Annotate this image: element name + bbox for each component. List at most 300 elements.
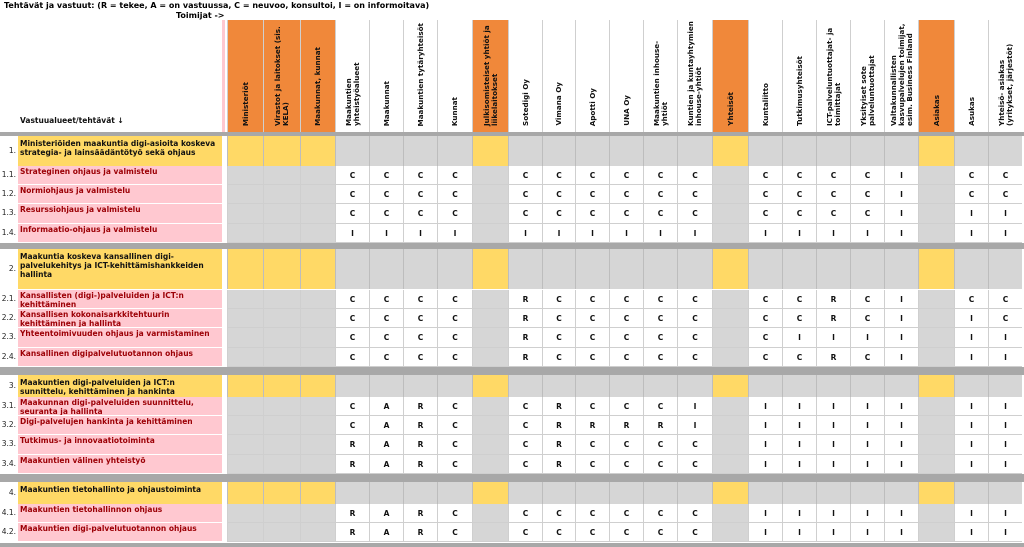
raci-cell: C — [748, 328, 782, 347]
raci-cell — [918, 523, 954, 542]
section-band-cell — [335, 375, 369, 397]
section-band-cell — [816, 249, 850, 289]
raci-cell — [712, 348, 748, 367]
raci-cell: C — [335, 290, 369, 309]
raci-cell: C — [782, 290, 816, 309]
raci-cell — [472, 328, 508, 347]
column-header-label: Tutkimusyhteisöt — [794, 55, 804, 126]
section-band-cell — [575, 136, 609, 166]
raci-cell: C — [748, 348, 782, 367]
raci-cell: C — [988, 290, 1022, 309]
task-label: Kansallinen digipalvelutuotannon ohjaus — [18, 348, 222, 367]
section-band-cell — [954, 249, 988, 289]
raci-cell — [472, 348, 508, 367]
raci-cell: I — [954, 523, 988, 542]
raci-cell: I — [782, 455, 816, 474]
raci-cell: I — [816, 455, 850, 474]
raci-cell: C — [437, 504, 472, 523]
raci-cell: C — [437, 185, 472, 204]
raci-cell: I — [782, 523, 816, 542]
column-header — [748, 20, 782, 132]
raci-cell — [300, 224, 335, 243]
raci-cell — [712, 416, 748, 435]
raci-cell — [472, 397, 508, 416]
raci-cell: C — [403, 166, 437, 185]
section-band-cell — [609, 249, 643, 289]
raci-cell: C — [954, 185, 988, 204]
column-header — [335, 20, 369, 132]
column-header-label: ICT-palveluntuottajat- ja toimittajat — [824, 27, 842, 126]
raci-cell — [300, 416, 335, 435]
raci-cell — [227, 204, 263, 223]
section-band-cell — [677, 136, 712, 166]
raci-cell: I — [403, 224, 437, 243]
section-band-cell — [918, 375, 954, 397]
task-number: 1.4. — [1, 227, 16, 237]
raci-cell — [712, 397, 748, 416]
raci-cell: C — [609, 348, 643, 367]
section-band-cell — [575, 375, 609, 397]
task-label: Tutkimus- ja innovaatiotoiminta — [18, 435, 222, 454]
raci-cell: C — [369, 290, 403, 309]
raci-cell: C — [403, 348, 437, 367]
raci-cell: R — [403, 523, 437, 542]
raci-cell: A — [369, 455, 403, 474]
raci-cell — [918, 328, 954, 347]
raci-cell: C — [335, 166, 369, 185]
raci-cell: I — [748, 523, 782, 542]
raci-cell: C — [542, 204, 575, 223]
raci-cell — [472, 416, 508, 435]
raci-cell — [300, 504, 335, 523]
task-label: Maakuntien tietohallinnon ohjaus — [18, 504, 222, 523]
raci-cell — [712, 290, 748, 309]
raci-cell: C — [609, 166, 643, 185]
raci-cell — [300, 523, 335, 542]
raci-cell: I — [782, 328, 816, 347]
task-label: Normiohjaus ja valmistelu — [18, 185, 222, 204]
column-header — [850, 20, 884, 132]
raci-cell: C — [609, 397, 643, 416]
column-header-label: Yhteisöt — [725, 92, 735, 126]
section-band-cell — [300, 249, 335, 289]
raci-cell: C — [508, 185, 542, 204]
raci-cell: I — [369, 224, 403, 243]
raci-cell: C — [816, 204, 850, 223]
raci-cell: I — [816, 397, 850, 416]
section-band-cell — [918, 249, 954, 289]
column-header — [884, 20, 918, 132]
raci-cell — [472, 166, 508, 185]
raci-cell — [300, 455, 335, 474]
column-header-label: Ministeriöt — [240, 81, 250, 126]
raci-cell: C — [748, 309, 782, 328]
raci-cell: I — [850, 224, 884, 243]
raci-cell: C — [508, 504, 542, 523]
raci-cell — [227, 224, 263, 243]
raci-cell — [300, 435, 335, 454]
raci-cell: C — [782, 309, 816, 328]
raci-cell — [227, 397, 263, 416]
raci-cell: I — [677, 224, 712, 243]
raci-cell: R — [816, 348, 850, 367]
section-band-cell — [954, 375, 988, 397]
raci-cell — [918, 416, 954, 435]
raci-cell: C — [369, 348, 403, 367]
raci-cell: C — [335, 397, 369, 416]
raci-cell: C — [677, 523, 712, 542]
raci-cell: I — [816, 523, 850, 542]
column-header-label: Kuntaliitto — [760, 82, 770, 126]
raci-cell: C — [677, 328, 712, 347]
raci-cell: I — [850, 435, 884, 454]
raci-cell: C — [508, 204, 542, 223]
raci-cell: C — [609, 435, 643, 454]
raci-cell: I — [782, 397, 816, 416]
column-header-label: Valtakunnallisten kasvupalvelujen toimijat, esim. Business Finland — [888, 23, 914, 126]
raci-cell: C — [609, 185, 643, 204]
raci-cell: I — [954, 504, 988, 523]
raci-cell: C — [677, 204, 712, 223]
raci-cell: R — [335, 455, 369, 474]
section-band-cell — [850, 136, 884, 166]
column-header — [369, 20, 403, 132]
raci-cell: C — [782, 348, 816, 367]
column-header-label: Asiakas — [931, 94, 941, 126]
raci-cell: R — [575, 416, 609, 435]
raci-cell: R — [816, 290, 850, 309]
raci-cell — [918, 309, 954, 328]
section-band-cell — [227, 375, 263, 397]
section-band-cell — [748, 249, 782, 289]
section-band-cell — [677, 249, 712, 289]
raci-cell: C — [609, 523, 643, 542]
column-header-label: UNA Oy — [621, 95, 631, 126]
raci-cell: I — [988, 397, 1022, 416]
raci-cell: I — [748, 504, 782, 523]
raci-cell: C — [335, 348, 369, 367]
raci-cell: I — [988, 348, 1022, 367]
task-label: Maakunnan digi-palveluiden suunnittelu, seuranta ja hallinta — [18, 397, 222, 416]
section-band-cell — [850, 249, 884, 289]
column-header — [472, 20, 508, 132]
raci-cell — [918, 224, 954, 243]
section-band-cell — [954, 482, 988, 504]
raci-cell: C — [437, 397, 472, 416]
section-band-cell — [575, 482, 609, 504]
raci-cell: I — [816, 416, 850, 435]
raci-cell: C — [677, 455, 712, 474]
raci-cell: C — [643, 185, 677, 204]
raci-cell — [300, 309, 335, 328]
section-band-cell — [609, 375, 643, 397]
raci-cell: I — [884, 328, 918, 347]
section-number: 1. — [8, 146, 16, 155]
raci-cell: R — [542, 397, 575, 416]
raci-cell — [712, 504, 748, 523]
raci-cell: A — [369, 435, 403, 454]
raci-cell: I — [988, 204, 1022, 223]
section-band-cell — [403, 136, 437, 166]
section-band-cell — [335, 482, 369, 504]
raci-cell — [712, 166, 748, 185]
raci-cell: I — [748, 224, 782, 243]
raci-cell — [263, 504, 300, 523]
task-number: 3.3. — [1, 439, 16, 449]
section-band-cell — [403, 375, 437, 397]
section-band-cell — [884, 482, 918, 504]
task-number: 1.2. — [1, 189, 16, 199]
raci-cell — [227, 290, 263, 309]
raci-cell: C — [748, 166, 782, 185]
raci-cell: C — [508, 435, 542, 454]
raci-cell — [263, 224, 300, 243]
section-number: 2. — [8, 264, 16, 273]
section-band-cell — [850, 482, 884, 504]
raci-cell: I — [850, 523, 884, 542]
raci-cell: C — [677, 504, 712, 523]
raci-cell — [472, 435, 508, 454]
raci-cell: C — [403, 309, 437, 328]
raci-cell: R — [403, 504, 437, 523]
raci-cell — [300, 328, 335, 347]
raci-cell: I — [782, 224, 816, 243]
raci-cell: C — [575, 328, 609, 347]
task-label: Informaatio-ohjaus ja valmistelu — [18, 224, 222, 243]
section-band-cell — [850, 375, 884, 397]
raci-cell: I — [748, 435, 782, 454]
raci-cell — [227, 416, 263, 435]
task-number: 1.1. — [1, 170, 16, 179]
section-band-cell — [227, 249, 263, 289]
raci-cell: C — [575, 348, 609, 367]
section-band-cell — [816, 375, 850, 397]
tasks-header-label: Vastuualueet/tehtävät ↓ — [20, 116, 124, 125]
column-header-label: Kuntien ja kuntayhtymien inhouse-yhtiöt — [686, 21, 703, 126]
section-band-cell — [472, 375, 508, 397]
column-header-label: Maakunnat — [381, 80, 391, 126]
raci-cell: C — [782, 204, 816, 223]
raci-cell — [300, 185, 335, 204]
raci-cell: I — [782, 504, 816, 523]
column-header-label: Maakuntien yhteistyöalueet — [343, 62, 361, 126]
column-header-label: Kunnat — [450, 96, 459, 126]
raci-cell: C — [643, 166, 677, 185]
raci-cell: C — [437, 204, 472, 223]
section-band-cell — [227, 136, 263, 166]
raci-cell: R — [542, 455, 575, 474]
raci-cell: C — [575, 204, 609, 223]
raci-cell: R — [508, 328, 542, 347]
section-band-cell — [748, 482, 782, 504]
raci-cell: C — [609, 328, 643, 347]
raci-cell: C — [643, 523, 677, 542]
column-header — [227, 20, 263, 132]
task-number: 2.3. — [1, 332, 16, 342]
section-band-cell — [437, 375, 472, 397]
raci-cell: I — [508, 224, 542, 243]
raci-cell: C — [369, 309, 403, 328]
task-number: 3.4. — [1, 458, 16, 468]
raci-cell: R — [542, 435, 575, 454]
raci-cell — [918, 435, 954, 454]
raci-cell — [227, 435, 263, 454]
section-band-cell — [300, 375, 335, 397]
section-band-cell — [988, 375, 1022, 397]
raci-cell: I — [884, 504, 918, 523]
raci-cell: C — [643, 348, 677, 367]
raci-cell — [263, 348, 300, 367]
task-label: Kansallisen kokonaisarkkitehtuurin kehittäminen ja hallinta — [18, 309, 222, 328]
raci-cell — [712, 309, 748, 328]
column-header — [954, 20, 988, 132]
raci-cell: C — [335, 204, 369, 223]
raci-cell: I — [954, 309, 988, 328]
task-number: 4.2. — [1, 527, 16, 537]
raci-cell — [918, 504, 954, 523]
raci-cell — [712, 185, 748, 204]
raci-cell: I — [884, 435, 918, 454]
raci-cell — [472, 309, 508, 328]
raci-cell: C — [437, 523, 472, 542]
raci-cell — [918, 185, 954, 204]
raci-cell: C — [850, 309, 884, 328]
section-band-cell — [748, 375, 782, 397]
section-band-cell — [437, 249, 472, 289]
column-header-label: Apotti Oy — [587, 87, 597, 126]
raci-cell — [918, 397, 954, 416]
raci-cell: R — [335, 504, 369, 523]
section-band-cell — [782, 375, 816, 397]
raci-cell: C — [850, 204, 884, 223]
raci-cell — [227, 328, 263, 347]
raci-cell: C — [782, 185, 816, 204]
raci-cell: C — [542, 166, 575, 185]
raci-cell: I — [988, 435, 1022, 454]
header-left-border — [222, 20, 225, 132]
raci-cell: C — [748, 185, 782, 204]
raci-cell — [227, 523, 263, 542]
raci-cell — [472, 523, 508, 542]
raci-cell — [712, 224, 748, 243]
section-band-cell — [369, 482, 403, 504]
section-band-cell — [300, 136, 335, 166]
raci-cell: I — [884, 290, 918, 309]
column-header — [403, 20, 437, 132]
section-band-cell — [403, 482, 437, 504]
column-header-label: Asukas — [966, 97, 976, 126]
raci-cell: I — [782, 435, 816, 454]
raci-cell: C — [850, 166, 884, 185]
raci-cell: R — [335, 523, 369, 542]
raci-cell: C — [609, 455, 643, 474]
raci-cell: R — [403, 397, 437, 416]
raci-cell — [227, 166, 263, 185]
section-band-cell — [816, 136, 850, 166]
section-band-cell — [369, 375, 403, 397]
raci-cell: C — [335, 309, 369, 328]
raci-cell — [263, 166, 300, 185]
section-band-cell — [508, 136, 542, 166]
section-band-cell — [508, 375, 542, 397]
raci-cell — [263, 455, 300, 474]
raci-cell: I — [748, 397, 782, 416]
raci-cell — [472, 204, 508, 223]
raci-cell — [227, 504, 263, 523]
raci-cell — [263, 290, 300, 309]
column-header-label: Sotedigi Oy — [520, 79, 530, 126]
section-band-cell — [369, 249, 403, 289]
section-band-cell — [437, 136, 472, 166]
sheet-title: Tehtävät ja vastuut: (R = tekee, A = on vastuussa, C = neuvoo, konsultoi, I = on informoitava) — [4, 1, 430, 10]
raci-cell: C — [609, 204, 643, 223]
raci-cell: A — [369, 397, 403, 416]
section-separator — [0, 367, 1024, 375]
raci-cell: C — [748, 290, 782, 309]
raci-cell: R — [609, 416, 643, 435]
section-title: Maakuntien digi-palveluiden ja ICT:n sunnittelu, kehittäminen ja hankinta — [18, 375, 222, 397]
raci-cell — [712, 455, 748, 474]
raci-cell: C — [542, 348, 575, 367]
raci-cell: C — [677, 290, 712, 309]
section-band-cell — [542, 375, 575, 397]
section-band-cell — [643, 482, 677, 504]
raci-cell: I — [748, 416, 782, 435]
task-number: 2.4. — [1, 351, 16, 361]
task-number: 3.1. — [1, 401, 16, 410]
column-header — [643, 20, 677, 132]
raci-cell: I — [884, 185, 918, 204]
raci-cell: C — [643, 397, 677, 416]
section-band-cell — [335, 136, 369, 166]
raci-cell: C — [816, 185, 850, 204]
raci-cell: C — [369, 204, 403, 223]
raci-cell — [263, 416, 300, 435]
raci-cell: C — [508, 455, 542, 474]
raci-cell: C — [542, 290, 575, 309]
raci-cell — [712, 523, 748, 542]
raci-cell: C — [609, 504, 643, 523]
raci-cell: I — [884, 348, 918, 367]
raci-cell: C — [850, 185, 884, 204]
raci-cell: C — [508, 397, 542, 416]
section-band-cell — [954, 136, 988, 166]
raci-cell — [263, 328, 300, 347]
raci-cell: I — [335, 224, 369, 243]
raci-cell: C — [677, 185, 712, 204]
raci-cell — [472, 290, 508, 309]
raci-cell — [263, 309, 300, 328]
section-band-cell — [263, 375, 300, 397]
section-number: 4. — [8, 488, 16, 497]
raci-cell: I — [884, 166, 918, 185]
raci-cell: C — [850, 348, 884, 367]
section-band-cell — [369, 136, 403, 166]
raci-cell — [263, 397, 300, 416]
raci-cell — [472, 455, 508, 474]
raci-cell: I — [884, 455, 918, 474]
raci-cell: C — [369, 185, 403, 204]
task-number: 2.1. — [1, 294, 16, 303]
task-number: 4.1. — [1, 508, 16, 517]
raci-cell — [227, 309, 263, 328]
raci-cell: C — [542, 523, 575, 542]
section-band-cell — [609, 136, 643, 166]
section-band-cell — [712, 375, 748, 397]
section-band-cell — [300, 482, 335, 504]
raci-cell: C — [988, 309, 1022, 328]
raci-cell: C — [575, 185, 609, 204]
